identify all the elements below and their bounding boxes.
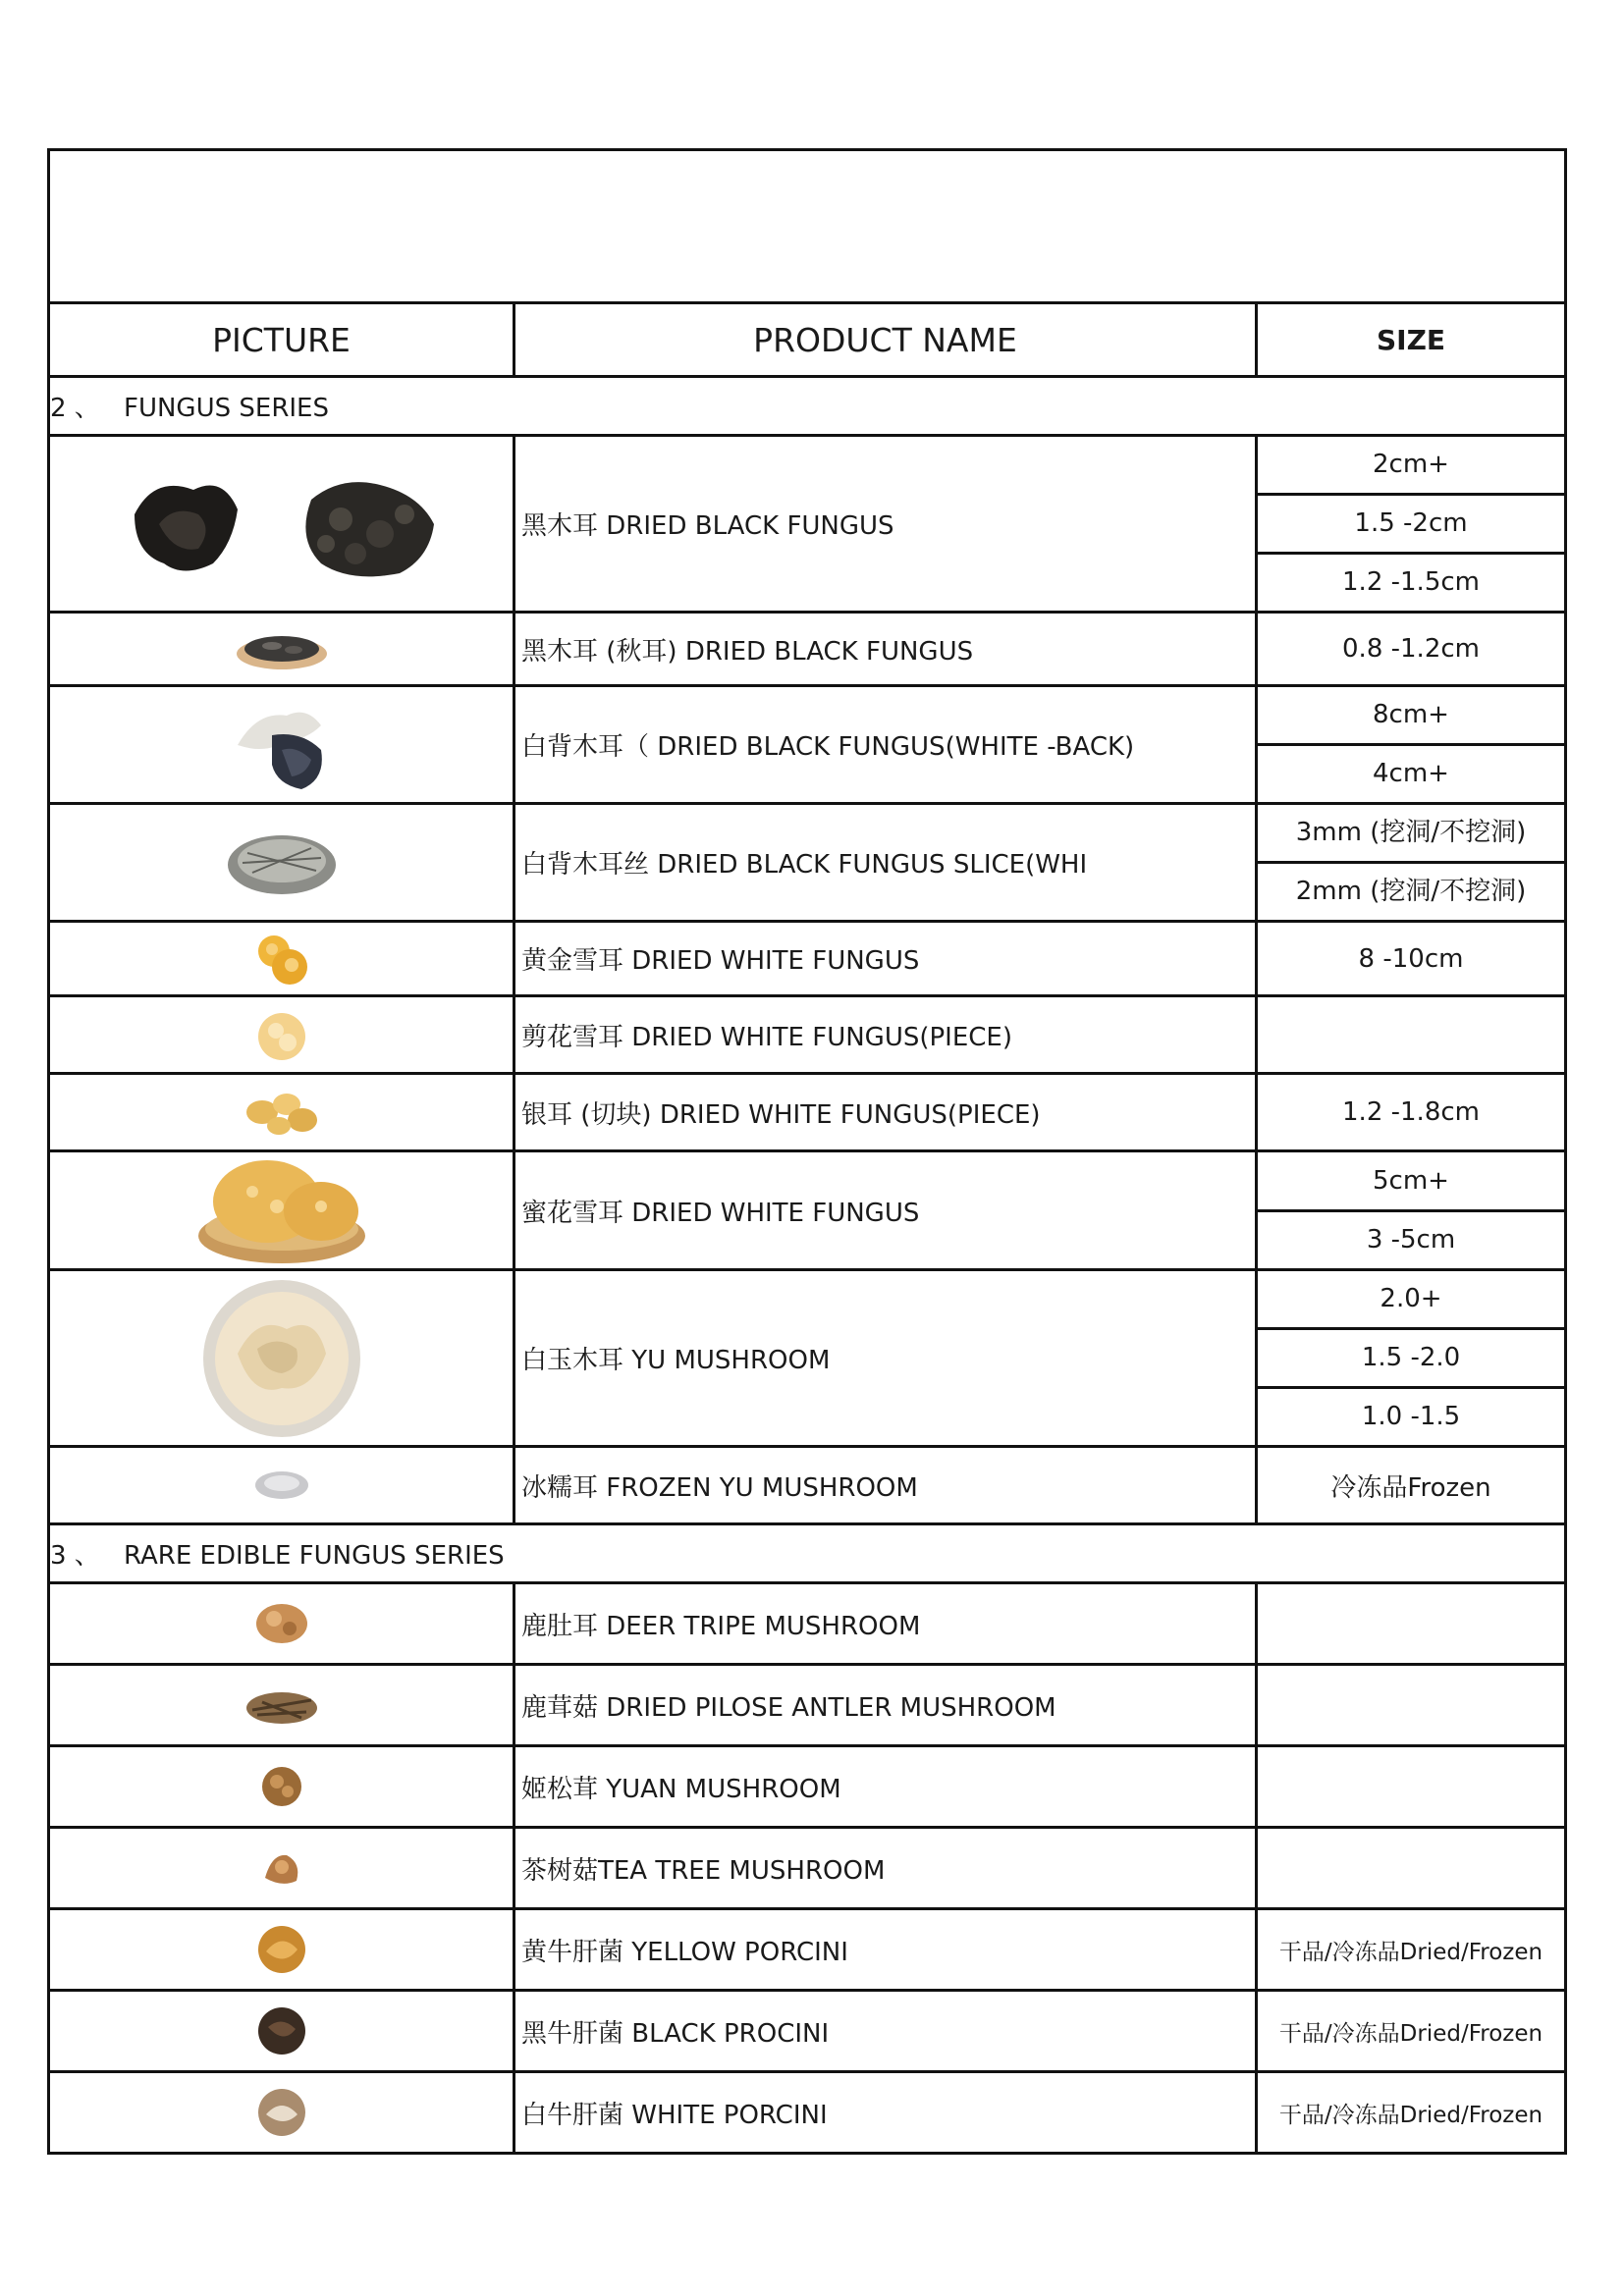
size-value: 2mm (挖洞/不挖洞) <box>1295 877 1527 906</box>
product-name: 鹿茸菇 DRIED PILOSE ANTLER MUSHROOM <box>514 1665 1257 1746</box>
size-cell <box>1257 436 1566 613</box>
picture-cell <box>49 1583 514 1665</box>
table-row <box>49 1828 1566 1909</box>
honey-white-fungus-icon <box>193 1152 370 1268</box>
section-title: FUNGUS SERIES <box>124 394 329 423</box>
size-value: 2cm+ <box>1258 437 1564 496</box>
size-cell <box>1257 1074 1566 1151</box>
table-row <box>49 922 1566 996</box>
size-value: 1.0 -1.5 <box>1361 1402 1461 1431</box>
section-row-fungus <box>49 377 1566 436</box>
tea-tree-mushroom-icon <box>257 1843 306 1893</box>
table-row <box>49 613 1566 686</box>
size-value: 冷冻品Frozen <box>1330 1472 1491 1503</box>
table-row <box>49 2072 1566 2154</box>
table-row <box>49 1151 1566 1270</box>
size-cell: 干品/冷冻品Dried/Frozen <box>1257 1991 1566 2072</box>
title-row <box>49 150 1566 303</box>
picture-cell <box>49 613 514 686</box>
table-row <box>49 686 1566 804</box>
size-cell <box>1257 804 1566 922</box>
picture-cell <box>49 804 514 922</box>
size-cell <box>1257 1447 1566 1524</box>
picture-cell <box>49 1991 514 2072</box>
table-row <box>49 1270 1566 1447</box>
product-name: 黄牛肝菌 YELLOW PORCINI <box>514 1909 1257 1991</box>
size-cell <box>1257 922 1566 996</box>
size-value: 1.2 -1.5cm <box>1342 567 1480 597</box>
picture-cell <box>49 996 514 1074</box>
size-cell <box>1257 1746 1566 1828</box>
picture-cell <box>49 1746 514 1828</box>
picture-cell <box>49 686 514 804</box>
product-name: 黑牛肝菌 BLACK PROCINI <box>514 1991 1257 2072</box>
product-name: 白玉木耳 YU MUSHROOM <box>514 1270 1257 1447</box>
size-cell <box>1257 1270 1566 1447</box>
table-row <box>49 1447 1566 1524</box>
frozen-yu-mushroom-icon <box>252 1468 311 1503</box>
product-name: 银耳 (切块) DRIED WHITE FUNGUS(PIECE) <box>514 1074 1257 1151</box>
header-size: SIZE <box>1257 303 1566 377</box>
table-row <box>49 436 1566 613</box>
section-number: 2 、 <box>50 394 100 423</box>
size-value: 2.0+ <box>1258 1271 1564 1330</box>
product-name: 黄金雪耳 DRIED WHITE FUNGUS <box>514 922 1257 996</box>
table-row <box>49 1074 1566 1151</box>
size-value: 8cm+ <box>1258 687 1564 746</box>
size-cell <box>1257 1665 1566 1746</box>
golden-white-fungus-icon <box>252 930 311 988</box>
product-name: 黑木耳 DRIED BLACK FUNGUS <box>514 436 1257 613</box>
picture-cell <box>49 1447 514 1524</box>
product-table <box>47 148 1567 2155</box>
picture-cell <box>49 922 514 996</box>
size-cell <box>1257 996 1566 1074</box>
size-value: 8 -10cm <box>1358 943 1464 974</box>
table-row <box>49 1665 1566 1746</box>
black-porcini-icon <box>254 2003 309 2058</box>
product-name: 蜜花雪耳 DRIED WHITE FUNGUS <box>514 1151 1257 1270</box>
size-cell: 干品/冷冻品Dried/Frozen <box>1257 2072 1566 2154</box>
yuan-mushroom-icon <box>257 1762 306 1811</box>
product-name: 白牛肝菌 WHITE PORCINI <box>514 2072 1257 2154</box>
size-cell <box>1257 1828 1566 1909</box>
section-title: RARE EDIBLE FUNGUS SERIES <box>124 1541 505 1571</box>
picture-cell <box>49 1828 514 1909</box>
picture-cell <box>49 1151 514 1270</box>
white-porcini-icon <box>254 2085 309 2140</box>
header-row <box>49 303 1566 377</box>
picture-cell <box>49 1074 514 1151</box>
size-value: 1.2 -1.8cm <box>1342 1097 1480 1127</box>
product-name: 白背木耳丝 DRIED BLACK FUNGUS SLICE(WHI <box>514 804 1257 922</box>
fungus-slice-icon <box>223 824 341 902</box>
table-row <box>49 996 1566 1074</box>
table-row <box>49 804 1566 922</box>
table-row <box>49 1909 1566 1991</box>
section-row-rare <box>49 1524 1566 1583</box>
table-row <box>49 1746 1566 1828</box>
product-name: 黑木耳 (秋耳) DRIED BLACK FUNGUS <box>514 613 1257 686</box>
deer-tripe-mushroom-icon <box>252 1599 311 1648</box>
size-value: 5cm+ <box>1258 1153 1564 1212</box>
picture-cell <box>49 2072 514 2154</box>
size-cell: 干品/冷冻品Dried/Frozen <box>1257 1909 1566 1991</box>
black-fungus-plate-icon <box>233 624 331 673</box>
picture-cell <box>49 1270 514 1447</box>
size-value: 3mm (挖洞/不挖洞) <box>1258 805 1564 864</box>
yellow-porcini-icon <box>254 1922 309 1977</box>
yu-mushroom-icon <box>198 1275 365 1442</box>
size-cell <box>1257 1583 1566 1665</box>
cut-white-fungus-icon <box>252 1005 311 1064</box>
size-value: 1.5 -2cm <box>1258 496 1564 555</box>
picture-cell <box>49 436 514 613</box>
silver-fungus-pieces-icon <box>238 1083 326 1142</box>
antler-mushroom-icon <box>243 1681 321 1730</box>
section-number: 3 、 <box>50 1541 100 1571</box>
product-name: 鹿肚耳 DEER TRIPE MUSHROOM <box>514 1583 1257 1665</box>
picture-cell <box>49 1909 514 1991</box>
header-product-name: PRODUCT NAME <box>514 303 1257 377</box>
header-picture: PICTURE <box>49 303 514 377</box>
size-cell <box>1257 686 1566 804</box>
white-back-fungus-icon <box>228 696 336 794</box>
product-name: 剪花雪耳 DRIED WHITE FUNGUS(PIECE) <box>514 996 1257 1074</box>
product-name: 冰糯耳 FROZEN YU MUSHROOM <box>514 1447 1257 1524</box>
product-name: 姬松茸 YUAN MUSHROOM <box>514 1746 1257 1828</box>
table-row <box>49 1583 1566 1665</box>
product-name: 茶树菇TEA TREE MUSHROOM <box>514 1828 1257 1909</box>
size-cell <box>1257 613 1566 686</box>
size-value: 4cm+ <box>1373 759 1449 788</box>
size-value: 0.8 -1.2cm <box>1342 634 1480 664</box>
size-cell <box>1257 1151 1566 1270</box>
table-row <box>49 1991 1566 2072</box>
product-name: 白背木耳（ DRIED BLACK FUNGUS(WHITE -BACK) <box>514 686 1257 804</box>
size-value: 3 -5cm <box>1366 1224 1456 1255</box>
picture-cell <box>49 1665 514 1746</box>
black-fungus-pair-icon <box>105 455 459 593</box>
size-value: 1.5 -2.0 <box>1258 1330 1564 1389</box>
